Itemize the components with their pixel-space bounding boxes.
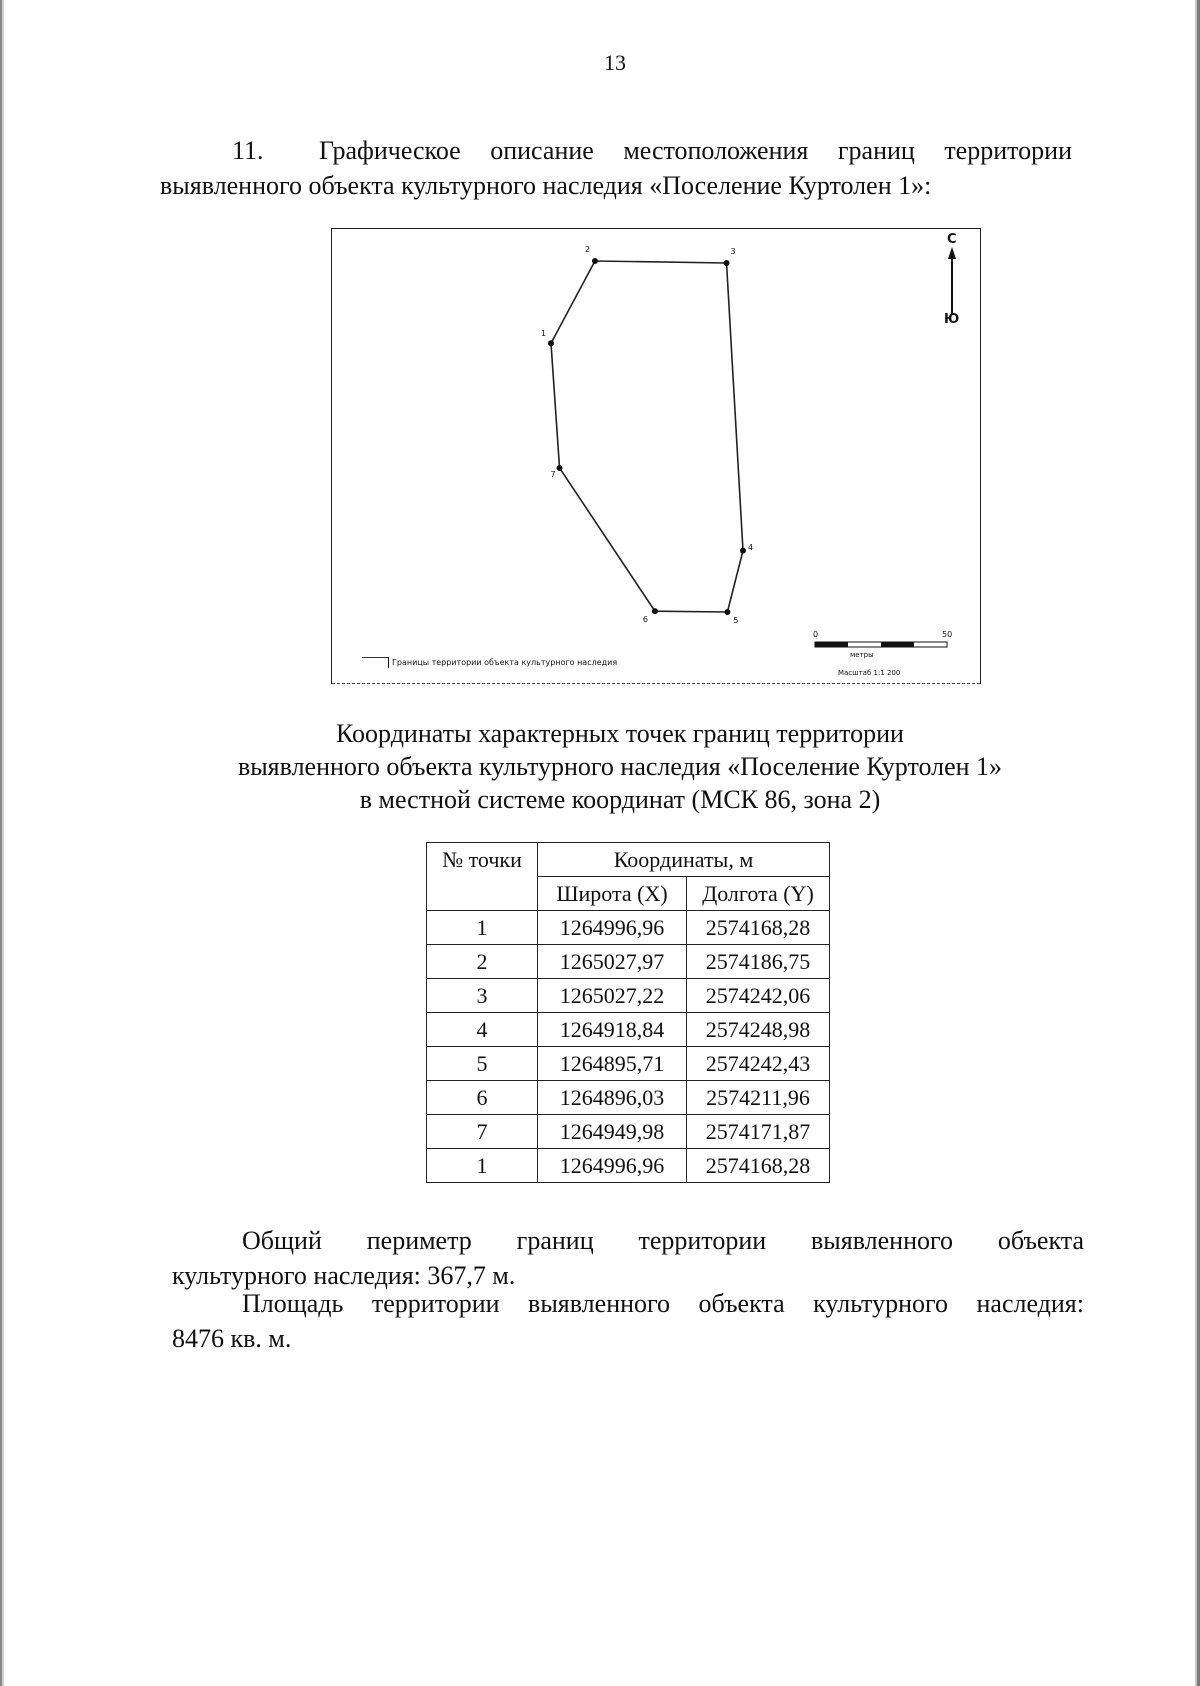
perimeter-word: периметр [366,1226,472,1255]
cell-point-no: 1 [427,1149,538,1183]
cell-longitude: 2574186,75 [687,945,830,979]
cell-point-no: 5 [427,1047,538,1081]
south-label: Ю [944,312,960,327]
perimeter-line-1 [172,1223,1084,1258]
cell-latitude: 1264996,96 [538,911,687,945]
scale-unit-label: метры [850,651,874,659]
boundary-vertex [724,609,730,615]
scale-start-label: 0 [813,630,819,639]
heading-word: Графическое [319,136,461,165]
cell-longitude: 2574242,43 [687,1047,830,1081]
boundary-vertex [740,548,746,554]
page-number: 13 [604,50,626,75]
scan-edge-right [1192,0,1200,1686]
vertex-label: 6 [642,615,649,625]
vertex-label: 4 [748,542,754,552]
cell-longitude: 2574211,96 [687,1081,830,1115]
heading-word: местоположения [623,136,809,165]
perimeter-word: границ [516,1226,594,1255]
area-line-2: 8476 кв. м. [172,1324,292,1353]
area-line-1 [172,1286,1084,1321]
heading-number: 11. [232,136,264,165]
table-header-row [427,843,830,877]
cell-latitude: 1264895,71 [538,1047,687,1081]
cell-latitude: 1264996,96 [538,1149,687,1183]
header-coordinates: Координаты, м [538,843,830,877]
cell-longitude: 2574248,98 [687,1013,830,1047]
area-word: объекта [698,1289,785,1318]
cell-latitude: 1264896,03 [538,1081,687,1115]
boundary-line [551,261,743,612]
map-legend [362,657,617,668]
coordinates-table [426,842,830,1183]
perimeter-word: Общий [242,1226,322,1255]
vertex-label: 3 [730,246,736,256]
boundary-vertex [724,260,730,266]
perimeter-word: выявленного [811,1226,954,1255]
perimeter-word: объекта [997,1226,1084,1255]
cell-latitude: 1265027,22 [538,979,687,1013]
cell-longitude: 2574242,06 [687,979,830,1013]
header-longitude: Долгота (Y) [687,877,830,911]
cell-point-no: 3 [427,979,538,1013]
vertex-label: 1 [541,329,547,339]
table-row [427,1047,830,1081]
cell-point-no: 4 [427,1013,538,1047]
vertex-label: 5 [733,616,739,625]
coordinates-title-line-2: выявленного объекта культурного наследия «Поселение Куртолен 1» [237,752,1003,781]
heading-word: территории [944,136,1072,165]
perimeter-word: территории [638,1226,767,1255]
table-row [427,911,830,945]
cell-longitude: 2574168,28 [687,1149,830,1183]
scan-edge-left [0,0,7,1686]
scale-ratio-label: Масштаб 1:1 200 [838,669,901,677]
boundary-vertex [592,258,598,264]
scale-end-label: 50 [942,630,953,639]
area-word: культурного [813,1289,949,1318]
area-word: территории [371,1289,500,1318]
perimeter-line-2: культурного наследия: 367,7 м. [172,1261,516,1290]
cell-latitude: 1265027,97 [538,945,687,979]
scale-bar [815,642,947,647]
boundary-map [331,228,981,684]
cell-latitude: 1264949,98 [538,1115,687,1149]
north-label: С [947,232,957,247]
boundary-map-canvas [332,229,982,685]
cell-point-no: 2 [427,945,538,979]
area-word: выявленного [528,1289,671,1318]
cell-latitude: 1264918,84 [538,1013,687,1047]
legend-text: Границы территории объекта культурного наследия [392,658,618,667]
area-word: Площадь [242,1289,344,1318]
perimeter-paragraph [172,1223,1084,1293]
area-paragraph [172,1286,1084,1356]
cell-longitude: 2574168,28 [687,911,830,945]
heading-line-1 [160,133,1072,168]
header-latitude: Широта (X) [538,877,687,911]
vertex-label: 7 [550,469,556,479]
vertex-label: 2 [584,245,591,254]
boundary-vertex [652,608,658,614]
table-row [427,1081,830,1115]
heading-word: границ [837,136,915,165]
section-heading [160,133,1072,203]
cell-point-no: 1 [427,911,538,945]
boundary-vertex [557,465,563,471]
area-word: наследия: [976,1289,1084,1318]
coordinates-title [140,717,1100,816]
table-row [427,979,830,1013]
table-row [427,1013,830,1047]
table-row [427,1149,830,1183]
table-row [427,1115,830,1149]
coordinates-title-line-1: Координаты характерных точек границ территории [336,719,904,748]
cell-point-no: 7 [427,1115,538,1149]
cell-point-no: 6 [427,1081,538,1115]
north-arrow-icon [948,247,956,315]
coordinates-title-line-3: в местной системе координат (МСК 86, зона 2) [359,785,881,814]
heading-line-2: выявленного объекта культурного наследия «Поселение Куртолен 1»: [160,171,932,200]
legend-swatch [362,657,389,668]
boundary-vertex [548,340,554,346]
table-row [427,945,830,979]
cell-longitude: 2574171,87 [687,1115,830,1149]
header-point-no: № точки [427,843,538,911]
heading-word: описание [490,136,594,165]
